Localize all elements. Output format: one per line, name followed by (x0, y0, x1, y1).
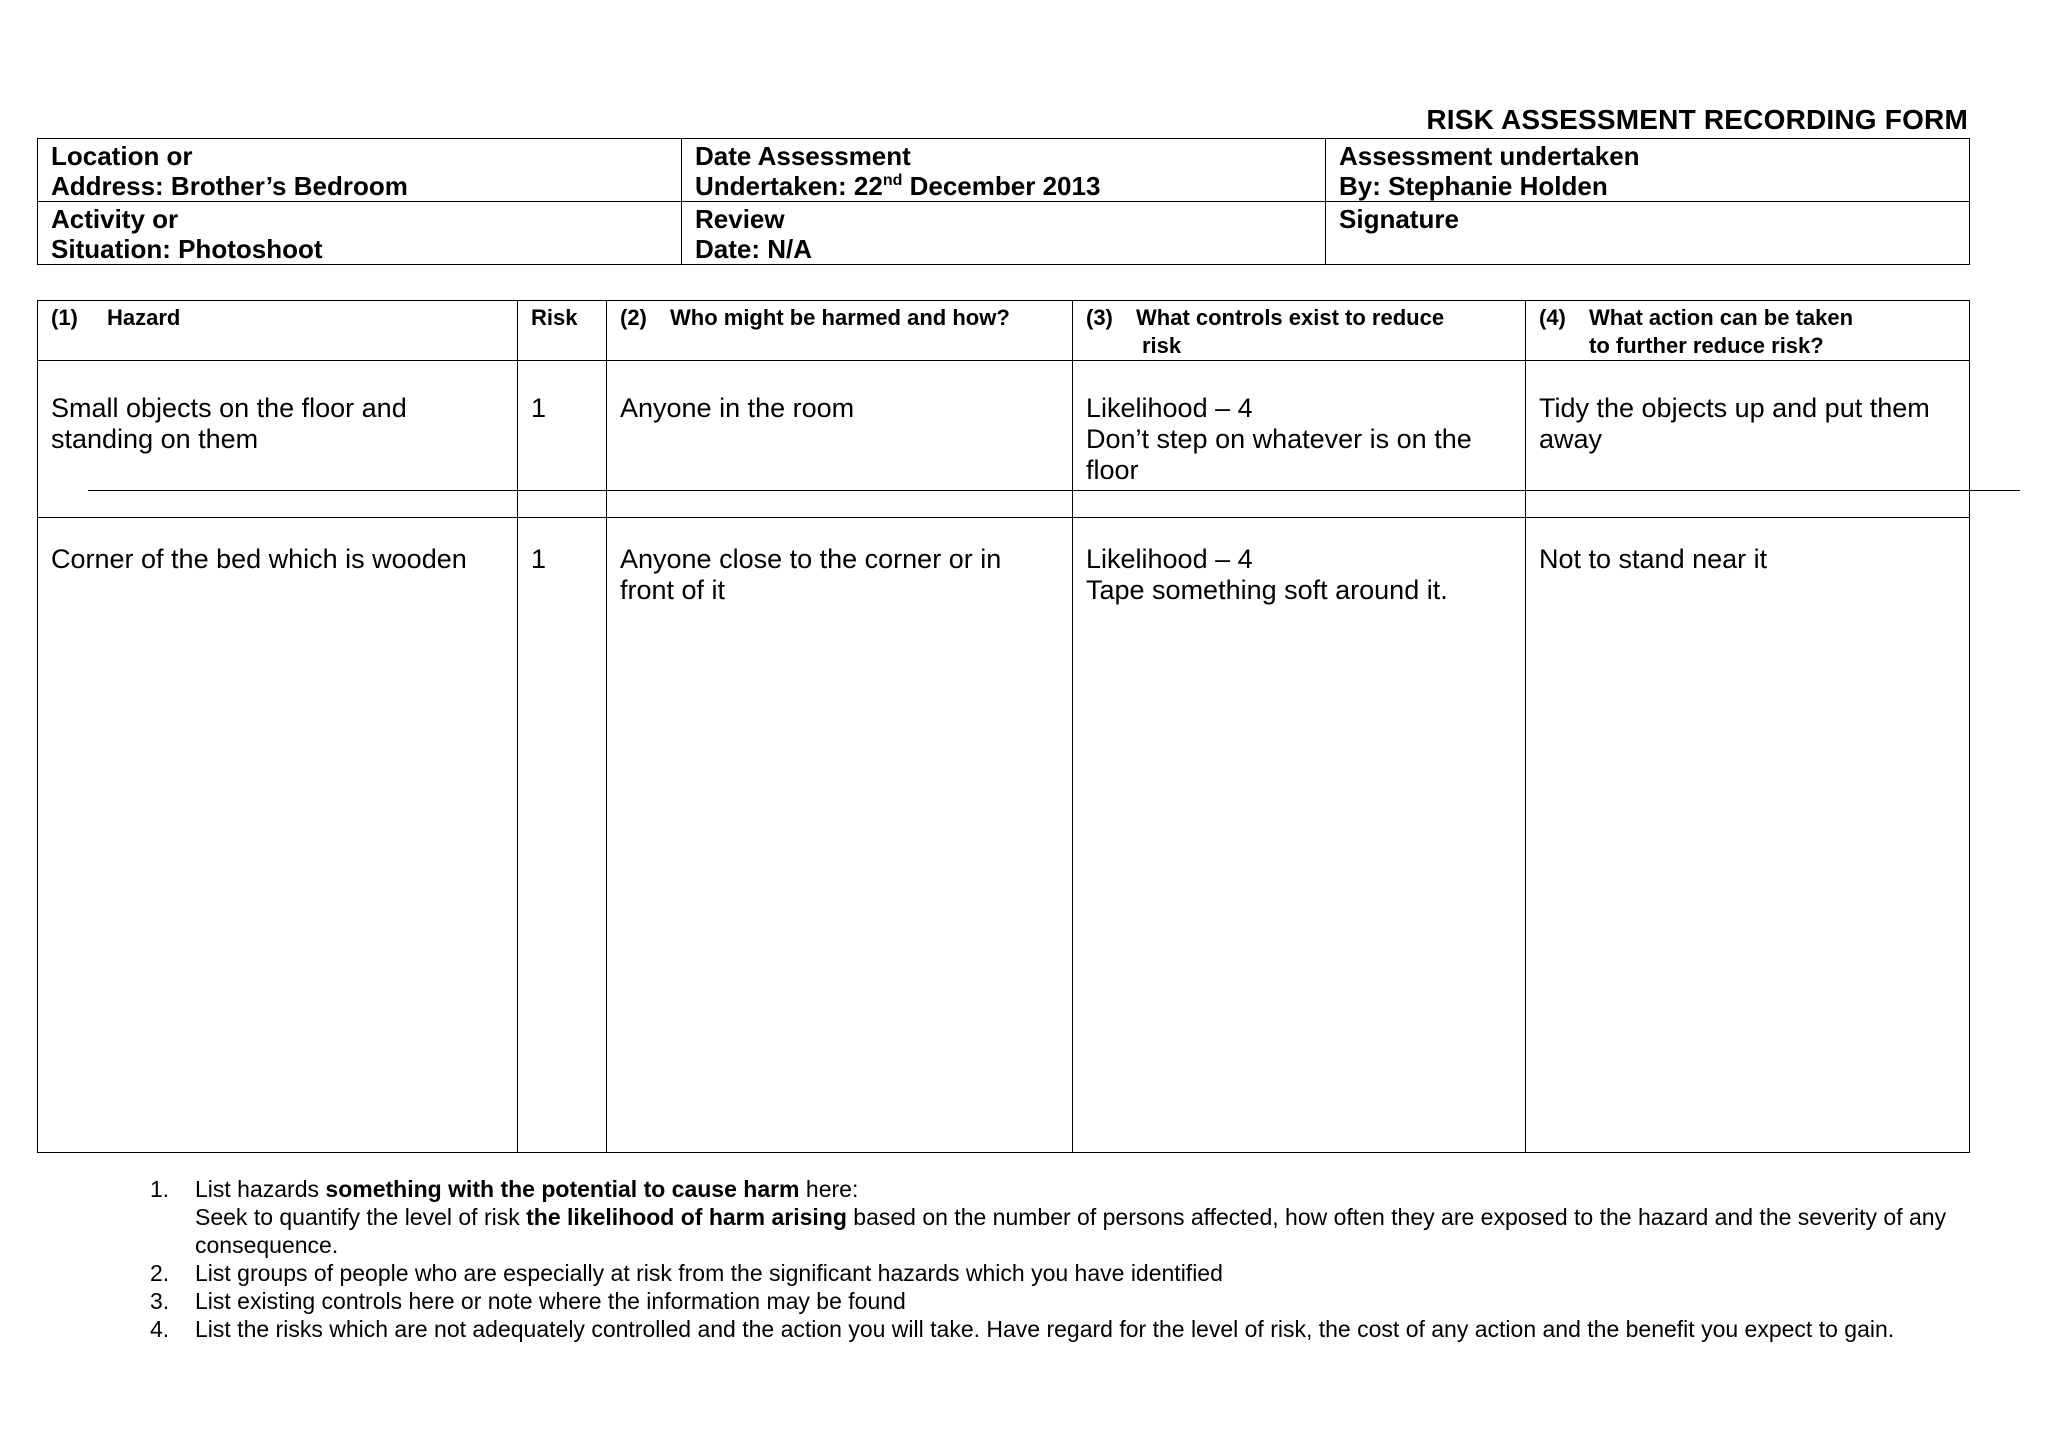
note-1b-bold: the likelihood of harm arising (526, 1204, 847, 1230)
col-who (607, 301, 1073, 361)
action-cell: Tidy the objects up and put them away (1526, 361, 1970, 518)
date-value (695, 171, 1312, 201)
date-prefix: Undertaken: 22 (695, 171, 883, 201)
note-item (150, 1259, 1980, 1287)
signature-label: Signature (1339, 204, 1459, 234)
note-1b-pre: Seek to quantify the level of risk (195, 1204, 527, 1230)
note-number: 2. (150, 1260, 170, 1286)
col-action-label-2: to further reduce risk? (1589, 333, 1824, 358)
date-suffix: December 2013 (902, 171, 1101, 201)
action-cell: Not to stand near it (1526, 518, 1970, 1153)
controls-likelihood: Likelihood – 4 (1086, 544, 1253, 574)
col-hazard-num: (1) (51, 305, 78, 330)
review-cell (682, 202, 1326, 265)
risk-cell: 1 (518, 361, 607, 518)
location-cell (38, 139, 682, 202)
hazard-cell: Corner of the bed which is wooden (38, 518, 518, 1153)
date-ordinal: nd (882, 172, 903, 189)
controls-text: Tape something soft around it. (1086, 575, 1448, 605)
note-2-text: List groups of people who are especially at risk from the significant hazards which you have identified (195, 1260, 1223, 1286)
col-controls-label-2: risk (1142, 333, 1182, 358)
hazard-cell: Small objects on the floor and standing on them (38, 361, 518, 518)
note-item (150, 1287, 1980, 1315)
assessor-label: Assessment undertaken (1339, 141, 1640, 171)
review-label: Review (695, 204, 785, 234)
who-cell: Anyone close to the corner or in front of it (607, 518, 1073, 1153)
review-value: Date: N/A (695, 234, 813, 264)
note-item (150, 1175, 1980, 1259)
hazard-table-header (38, 301, 1970, 361)
hazard-table (37, 300, 1970, 1153)
col-action (1526, 301, 1970, 361)
assessment-header-table (37, 138, 1970, 265)
note-number: 3. (150, 1288, 170, 1314)
row-divider-line (88, 490, 2020, 491)
activity-cell (38, 202, 682, 265)
note-1-pre: List hazards (195, 1176, 326, 1202)
col-risk-label: Risk (531, 305, 578, 330)
note-number: 4. (150, 1316, 170, 1342)
note-1-post: here: (799, 1176, 859, 1202)
col-action-num: (4) (1539, 305, 1566, 330)
col-who-label: Who might be harmed and how? (670, 305, 1010, 330)
table-row (38, 361, 1970, 518)
activity-value: Situation: Photoshoot (51, 234, 323, 264)
col-risk (518, 301, 607, 361)
location-value: Address: Brother’s Bedroom (51, 171, 408, 201)
note-4-text: List the risks which are not adequately controlled and the action you will take. Have regard for the level of risk, the cost of any action and the benefit you expect to gain. (195, 1316, 1895, 1342)
form-title: RISK ASSESSMENT RECORDING FORM (1426, 104, 1968, 135)
note-item (150, 1315, 1980, 1343)
assessor-value: By: Stephanie Holden (1339, 171, 1608, 201)
activity-label: Activity or (51, 204, 179, 234)
col-hazard (38, 301, 518, 361)
signature-cell (1326, 202, 1970, 265)
col-controls (1073, 301, 1526, 361)
controls-likelihood: Likelihood – 4 (1086, 393, 1253, 423)
location-label: Location or (51, 141, 193, 171)
note-1-bold: something with the potential to cause harm (325, 1176, 800, 1202)
note-1b-post: based on the number of persons affected, how often they are exposed to the hazard and the severity of any consequence. (195, 1204, 1947, 1258)
table-row (38, 518, 1970, 1153)
guidance-notes (150, 1175, 1980, 1343)
note-3-text: List existing controls here or note where the information may be found (195, 1288, 906, 1314)
controls-cell (1073, 361, 1526, 518)
col-who-num: (2) (620, 305, 647, 330)
controls-cell (1073, 518, 1526, 1153)
date-label: Date Assessment (695, 141, 911, 171)
date-cell (682, 139, 1326, 202)
risk-cell: 1 (518, 518, 607, 1153)
col-action-label: What action can be taken (1589, 305, 1854, 330)
col-controls-label: What controls exist to reduce (1136, 305, 1445, 330)
col-hazard-label: Hazard (107, 305, 181, 330)
col-controls-num: (3) (1086, 305, 1113, 330)
controls-text: Don’t step on whatever is on the floor (1086, 424, 1472, 485)
note-number: 1. (150, 1176, 170, 1202)
assessor-cell (1326, 139, 1970, 202)
who-cell: Anyone in the room (607, 361, 1073, 518)
